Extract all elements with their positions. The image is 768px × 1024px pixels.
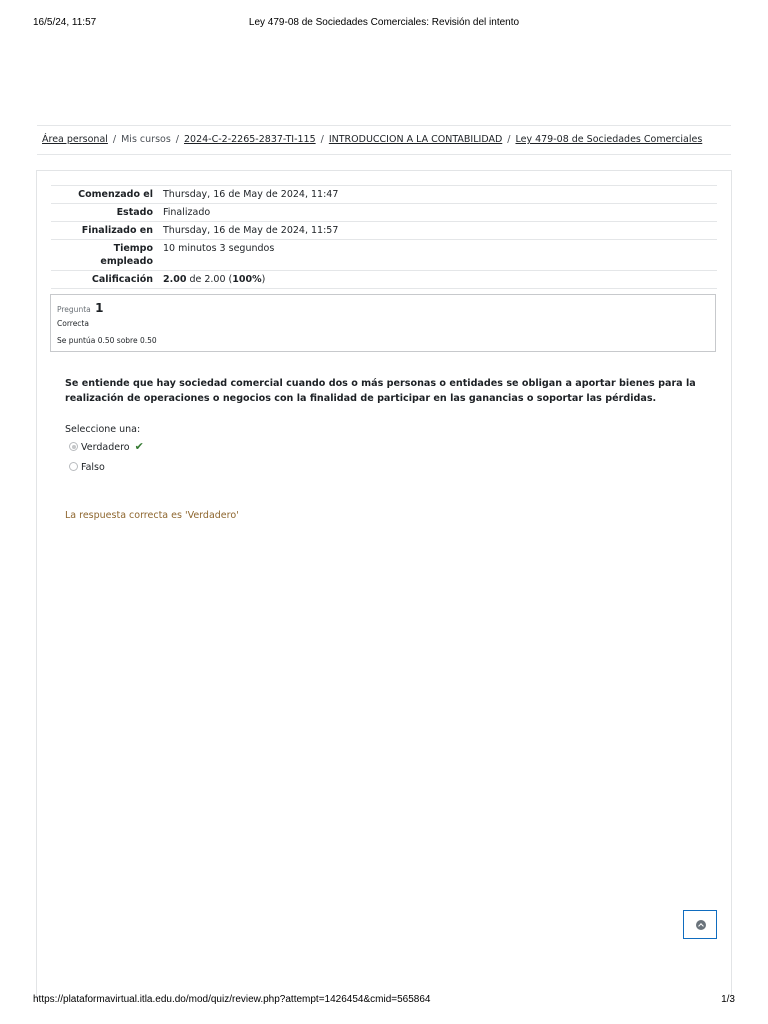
grade-percent: 100% xyxy=(232,274,262,285)
arrow-up-circle-icon xyxy=(696,920,706,930)
summary-row-time xyxy=(51,240,717,271)
started-value: Thursday, 16 de May de 2024, 11:47 xyxy=(163,186,717,204)
question-number-value: 1 xyxy=(95,301,104,315)
breadcrumb-mis-cursos: Mis cursos xyxy=(121,134,171,145)
question-number-label: Pregunta xyxy=(57,305,91,314)
breadcrumb-separator: / xyxy=(507,134,511,145)
breadcrumb xyxy=(37,125,731,155)
grade-value xyxy=(163,271,717,289)
grade-score: 2.00 xyxy=(163,274,187,285)
print-datetime: 16/5/24, 11:57 xyxy=(33,17,97,28)
attempt-summary-table xyxy=(51,185,717,289)
question-info-box xyxy=(50,294,716,352)
breadcrumb-separator: / xyxy=(320,134,324,145)
question-state: Correcta xyxy=(57,319,89,328)
answer-prompt: Seleccione una: xyxy=(65,424,141,435)
summary-row-started xyxy=(51,186,717,204)
summary-row-finished xyxy=(51,222,717,240)
answer-label-verdadero: Verdadero xyxy=(81,442,130,453)
summary-row-grade xyxy=(51,271,717,289)
grade-label: Calificación xyxy=(51,271,163,289)
finished-value: Thursday, 16 de May de 2024, 11:57 xyxy=(163,222,717,240)
print-header xyxy=(33,15,735,31)
breadcrumb-quiz[interactable]: Ley 479-08 de Sociedades Comerciales xyxy=(515,134,703,145)
print-title: Ley 479-08 de Sociedades Comerciales: Revisión del intento xyxy=(248,17,520,28)
breadcrumb-separator: / xyxy=(112,134,117,145)
quiz-review-region xyxy=(36,170,732,1001)
breadcrumb-course-code[interactable]: 2024-C-2-2265-2837-TI-115 xyxy=(183,134,316,145)
question-grade: Se puntúa 0.50 sobre 0.50 xyxy=(57,336,157,345)
print-url: https://plataformavirtual.itla.edu.do/mod/quiz/review.php?attempt=1426454&cmid=565864 xyxy=(33,994,431,1005)
print-page-number: 1/3 xyxy=(721,994,735,1005)
radio-falso[interactable] xyxy=(69,462,78,471)
grade-middle: de 2.00 ( xyxy=(186,274,233,285)
breadcrumb-course-name[interactable]: INTRODUCCION A LA CONTABILIDAD xyxy=(328,134,503,145)
finished-label: Finalizado en xyxy=(51,222,163,240)
breadcrumb-separator: / xyxy=(175,134,179,145)
check-icon: ✔ xyxy=(134,440,144,453)
time-label-line2: empleado xyxy=(100,256,153,267)
radio-verdadero[interactable] xyxy=(69,442,78,451)
time-label xyxy=(51,240,163,271)
state-label: Estado xyxy=(51,204,163,222)
breadcrumb-area-personal[interactable]: Área personal xyxy=(42,134,108,145)
time-label-line1: Tiempo xyxy=(113,243,153,254)
question-text: Se entiende que hay sociedad comercial cuando dos o más personas o entidades se obligan a aportar bienes para la realización de operaciones o negocios con la finalidad de participar en las ganancias o soportar las pérdidas. xyxy=(65,378,696,404)
answer-option-falso[interactable] xyxy=(69,461,105,475)
grade-end: ) xyxy=(261,274,266,285)
answer-label-falso: Falso xyxy=(81,462,105,473)
question-number xyxy=(57,301,103,315)
right-answer-feedback: La respuesta correcta es 'Verdadero' xyxy=(65,510,239,521)
summary-row-state xyxy=(51,204,717,222)
time-value: 10 minutos 3 segundos xyxy=(163,240,717,271)
print-footer xyxy=(33,994,735,1008)
back-to-top-button[interactable] xyxy=(683,910,717,939)
state-value: Finalizado xyxy=(163,204,717,222)
started-label: Comenzado el xyxy=(51,186,163,204)
answer-option-verdadero[interactable] xyxy=(69,440,144,454)
